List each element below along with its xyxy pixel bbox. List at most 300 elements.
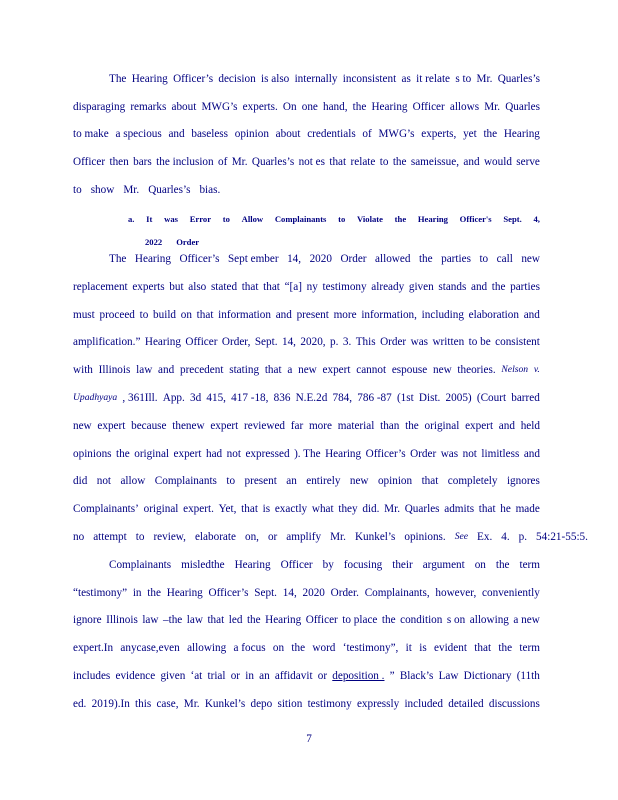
word: Complainants <box>154 475 217 487</box>
word: had <box>205 448 223 460</box>
word: Dictionary <box>463 670 512 682</box>
word: entirely <box>306 475 341 487</box>
word: Hearing <box>234 559 271 571</box>
word: testimony <box>322 281 367 293</box>
word: allow <box>120 475 146 487</box>
word: ‘testimony”, <box>342 642 399 654</box>
word: Mr. <box>231 156 248 168</box>
word: or <box>317 670 328 682</box>
word: 4. <box>501 531 510 543</box>
word: a new <box>513 614 540 626</box>
word: ed. <box>73 698 87 710</box>
word: Mr. <box>484 101 501 113</box>
word: but <box>169 281 184 293</box>
word: is <box>419 642 427 654</box>
word: 14, <box>282 587 297 599</box>
word: decision <box>218 73 256 85</box>
word: exactly <box>274 503 308 515</box>
word: given <box>160 670 186 682</box>
word: expert <box>173 448 202 460</box>
word: present <box>244 475 277 487</box>
word: detailed <box>448 698 484 710</box>
word: the <box>495 559 510 571</box>
word: The <box>109 73 127 85</box>
word: stated <box>210 281 238 293</box>
word: credentials <box>307 128 356 140</box>
word: would <box>483 156 512 168</box>
para2-line-10 <box>73 502 540 516</box>
word: about <box>275 128 301 140</box>
word: Hearing <box>144 336 181 348</box>
word: evidence <box>115 670 156 682</box>
word: disparaging <box>73 101 126 113</box>
word: Black’s <box>399 670 434 682</box>
word: expert <box>97 420 126 432</box>
word: 415, <box>206 392 226 404</box>
word: bias. <box>199 184 221 196</box>
word: the inclusion <box>156 156 214 168</box>
word: evident <box>434 642 467 654</box>
word: expressly <box>356 698 400 710</box>
word: focusing <box>343 559 383 571</box>
word: N.E.2d <box>295 392 328 404</box>
word: however, <box>435 587 477 599</box>
word: ignores <box>506 475 540 487</box>
word: expert. <box>183 503 214 515</box>
word: hand, <box>323 101 348 113</box>
word: Order <box>176 236 200 247</box>
word: expert <box>465 420 494 432</box>
word: material <box>337 420 375 432</box>
word: thenew <box>172 420 205 432</box>
word: Complainants <box>274 214 327 224</box>
word: law <box>186 614 203 626</box>
word: ny <box>306 281 318 293</box>
word: the <box>147 587 161 599</box>
word: to <box>226 475 236 487</box>
word: Mr. <box>123 184 140 196</box>
word: barred <box>511 392 540 404</box>
word: limitless <box>481 448 520 460</box>
word: of <box>362 128 372 140</box>
word: Order, <box>221 336 251 348</box>
word: their <box>392 559 413 571</box>
word: original <box>424 420 460 432</box>
word: is also <box>260 73 290 85</box>
word: that <box>241 503 258 515</box>
word: included <box>404 698 443 710</box>
word: serve <box>516 156 540 168</box>
para3-line-3 <box>73 613 540 627</box>
word: Quarles’s <box>251 156 295 168</box>
word: depo <box>250 698 273 710</box>
word: Order <box>410 448 437 460</box>
word: on <box>272 642 285 654</box>
word: –the <box>163 614 183 626</box>
word: On <box>282 101 297 113</box>
word: consistent <box>495 336 540 348</box>
word: expert <box>210 420 239 432</box>
word: Hearing <box>166 587 203 599</box>
word: he <box>500 503 511 515</box>
word: sition <box>277 698 303 710</box>
word: elaboration <box>468 309 519 321</box>
word: that <box>264 364 282 376</box>
word: reviewed <box>244 420 286 432</box>
word: about <box>171 101 197 113</box>
para2-line-8 <box>73 447 540 461</box>
word: 14, <box>281 336 296 348</box>
case-name-nelson: Nelson <box>501 364 529 375</box>
word: cannot <box>356 364 387 376</box>
word: stating <box>229 364 260 376</box>
word: term <box>519 642 540 654</box>
word: This <box>355 336 376 348</box>
underlined-deposition: deposition . <box>332 670 385 682</box>
word: “[a] <box>284 281 302 293</box>
word: the <box>498 642 513 654</box>
word: Hearing <box>325 448 362 460</box>
word: that <box>329 156 347 168</box>
word: that <box>207 614 225 626</box>
word: led <box>228 614 243 626</box>
word: ‘at <box>190 670 203 682</box>
word: amplify <box>286 531 322 543</box>
word: 14, <box>287 253 302 265</box>
word: discussions <box>488 698 540 710</box>
word: replacement <box>73 281 128 293</box>
word: the <box>418 253 433 265</box>
word: also <box>188 281 207 293</box>
word: Kunkel’s <box>204 698 246 710</box>
para2-line-1 <box>109 252 540 266</box>
para2-line-3 <box>73 308 540 322</box>
word: and <box>470 281 488 293</box>
word: not <box>96 475 112 487</box>
word: , 361Ill. <box>122 392 158 404</box>
para2-line-11 <box>73 530 588 544</box>
word: more <box>308 420 332 432</box>
word: original <box>143 503 179 515</box>
word: 3d <box>190 392 202 404</box>
word: expert <box>322 364 351 376</box>
word: new <box>73 420 92 432</box>
word: p. <box>518 531 528 543</box>
word: that <box>421 475 439 487</box>
word: that <box>241 281 259 293</box>
word: that <box>478 503 496 515</box>
word: opinions <box>73 448 112 460</box>
word: Hearing <box>131 73 168 85</box>
word: is <box>262 503 271 515</box>
word: bars <box>133 156 152 168</box>
word: new <box>349 475 369 487</box>
word: the <box>352 101 367 113</box>
word: anycase,even <box>120 642 180 654</box>
word: Mr. <box>476 73 493 85</box>
word: (Court <box>476 392 507 404</box>
word: word <box>312 642 336 654</box>
word: Officer <box>412 101 445 113</box>
word: held <box>520 420 540 432</box>
word: show <box>90 184 115 196</box>
word: Officer <box>280 559 313 571</box>
word: term <box>519 559 540 571</box>
word: in <box>245 670 254 682</box>
word: on, <box>244 531 259 543</box>
word: a <box>287 364 293 376</box>
word: testimony <box>307 698 352 710</box>
word: espouse <box>391 364 428 376</box>
word: case, <box>156 698 179 710</box>
word: “testimony” <box>73 587 128 599</box>
para2-line-4 <box>73 335 540 349</box>
word: then <box>109 156 129 168</box>
word: a focus <box>233 642 266 654</box>
word: expressed <box>245 448 290 460</box>
word: did <box>73 475 88 487</box>
word: parties <box>510 281 540 293</box>
word: than <box>380 420 400 432</box>
para1-line-4 <box>73 155 540 169</box>
word: inconsistent <box>342 73 397 85</box>
word: Officer’s <box>173 73 214 85</box>
word: Quarles <box>505 101 540 113</box>
word: Mr. <box>330 531 346 543</box>
word: written <box>432 336 465 348</box>
word: admits <box>444 503 475 515</box>
para3-line-1 <box>109 558 540 572</box>
word: an <box>286 475 297 487</box>
para3-line-6 <box>73 697 540 711</box>
word: Officer <box>185 336 218 348</box>
para2-line-9 <box>73 474 540 488</box>
word: Complainants, <box>364 587 430 599</box>
word: including <box>421 309 464 321</box>
word: new <box>521 253 540 265</box>
word: because <box>131 420 167 432</box>
word: information <box>218 309 271 321</box>
word: amplification.” <box>73 336 141 348</box>
word: baseless <box>191 128 229 140</box>
word: remarks <box>130 101 167 113</box>
word: to <box>73 184 82 196</box>
word: Sept. <box>254 587 277 599</box>
word: It <box>146 214 153 224</box>
word: 4, <box>533 214 540 224</box>
word: to place <box>342 614 378 626</box>
word: the <box>491 281 506 293</box>
word: the <box>394 214 407 224</box>
word: 2020 <box>302 587 325 599</box>
para2-line-2 <box>73 280 540 294</box>
word: was <box>440 448 459 460</box>
word: ” <box>389 670 395 682</box>
word: Hearing <box>371 101 408 113</box>
word: Complainants’ <box>73 503 139 515</box>
word: and <box>158 364 175 376</box>
word: law <box>142 614 159 626</box>
word: elaborate <box>194 531 236 543</box>
word: Officer <box>305 614 338 626</box>
para3-line-2 <box>73 586 540 600</box>
para3-line-5 <box>73 669 540 683</box>
word: precedent <box>179 364 224 376</box>
word: was <box>164 214 178 224</box>
word: to <box>135 531 145 543</box>
word: what <box>311 503 334 515</box>
word: s on <box>446 614 466 626</box>
word: or <box>230 670 241 682</box>
word: the <box>392 156 407 168</box>
word: Officer's <box>459 214 492 224</box>
case-name-v: v. <box>533 364 540 375</box>
word: Officer’s <box>179 253 220 265</box>
word: this <box>135 698 152 710</box>
word: includes <box>73 670 111 682</box>
word: relate <box>350 156 376 168</box>
word: given <box>408 281 434 293</box>
word: it relate <box>416 73 451 85</box>
section-heading-line-1 <box>128 212 540 226</box>
word: affidavit <box>274 670 313 682</box>
word: information, <box>361 309 417 321</box>
word: proceed <box>99 309 135 321</box>
word: Order <box>340 253 367 265</box>
word: argument <box>422 559 465 571</box>
word: Yet, <box>218 503 237 515</box>
word: to <box>479 253 489 265</box>
word: condition <box>400 614 443 626</box>
word: 417 -18, <box>231 392 269 404</box>
word: App. <box>162 392 185 404</box>
word: and <box>275 309 292 321</box>
word: opinion <box>234 128 269 140</box>
word: Hearing <box>134 253 171 265</box>
word: 54:21-55:5. <box>536 531 588 543</box>
word: allowing <box>187 642 227 654</box>
word: 2020, <box>300 336 326 348</box>
word: 2019).In <box>91 698 130 710</box>
para1-line-5 <box>73 183 540 197</box>
word: to <box>139 309 149 321</box>
word: to <box>379 156 389 168</box>
word: the <box>291 642 306 654</box>
word: 2020 <box>309 253 332 265</box>
word: the <box>246 614 261 626</box>
word: experts, <box>421 128 457 140</box>
word: the <box>405 420 419 432</box>
word: stands <box>438 281 467 293</box>
word: p. <box>330 336 339 348</box>
word: allowed <box>375 253 411 265</box>
word: conveniently <box>482 587 540 599</box>
word: attempt <box>93 531 127 543</box>
word: experts. <box>242 101 278 113</box>
word: was <box>410 336 429 348</box>
word: Officer’s <box>208 587 249 599</box>
word: completely <box>447 475 498 487</box>
word: trial <box>207 670 226 682</box>
word: Sept. <box>254 336 278 348</box>
word: Hearing <box>503 128 540 140</box>
word: Mr. <box>384 503 400 515</box>
word: Quarles <box>404 503 440 515</box>
word: not <box>462 448 477 460</box>
word: 3. <box>342 336 352 348</box>
section-heading-line-2 <box>145 235 213 249</box>
word: the <box>381 614 396 626</box>
case-name-upadhyaya: Upadhyaya <box>73 392 118 403</box>
word: Violate <box>357 214 383 224</box>
word: Error <box>189 214 212 224</box>
word: to make <box>73 128 109 140</box>
word: the <box>483 128 498 140</box>
word: (1st <box>396 392 414 404</box>
word: Quarles’s <box>497 73 540 85</box>
word: a specious <box>115 128 162 140</box>
word: and <box>523 448 540 460</box>
word: Allow <box>241 214 264 224</box>
word: must <box>73 309 95 321</box>
word: parties <box>441 253 471 265</box>
word: Illinois <box>98 364 131 376</box>
word: far <box>290 420 304 432</box>
word: as <box>401 73 411 85</box>
word: law <box>136 364 153 376</box>
word: Sept. <box>503 214 522 224</box>
word: internally <box>294 73 338 85</box>
word: allows <box>449 101 480 113</box>
word: it <box>405 642 412 654</box>
word: to be <box>468 336 491 348</box>
word: MWG’s <box>378 128 415 140</box>
word: Kunkel’s <box>354 531 396 543</box>
para1-line-2 <box>73 100 540 114</box>
page-number: 7 <box>306 733 312 745</box>
word: Officer <box>73 156 106 168</box>
word: Complainants <box>109 559 172 571</box>
word: (11th <box>516 670 540 682</box>
word: not es <box>298 156 325 168</box>
word: ignore <box>73 614 102 626</box>
para3-line-4 <box>73 641 540 655</box>
word: and <box>168 128 185 140</box>
word: on <box>180 309 192 321</box>
word: and <box>463 156 480 168</box>
word: they <box>338 503 358 515</box>
word: theories. <box>457 364 496 376</box>
word: did. <box>362 503 380 515</box>
para1-line-1 <box>109 72 540 86</box>
word: the <box>116 448 130 460</box>
word: Ex. <box>477 531 493 543</box>
word: misledthe <box>181 559 225 571</box>
word: Officer’s <box>365 448 406 460</box>
word: 784, <box>332 392 353 404</box>
word: that <box>474 642 492 654</box>
word: new <box>298 364 317 376</box>
word: Quarles’s <box>148 184 191 196</box>
word: Mr. <box>183 698 200 710</box>
word: call <box>496 253 513 265</box>
word: of <box>217 156 228 168</box>
word: with <box>73 364 93 376</box>
word: a. <box>128 214 135 224</box>
word: on <box>474 559 486 571</box>
word: s to <box>455 73 472 85</box>
word: 786 -87 <box>357 392 392 404</box>
